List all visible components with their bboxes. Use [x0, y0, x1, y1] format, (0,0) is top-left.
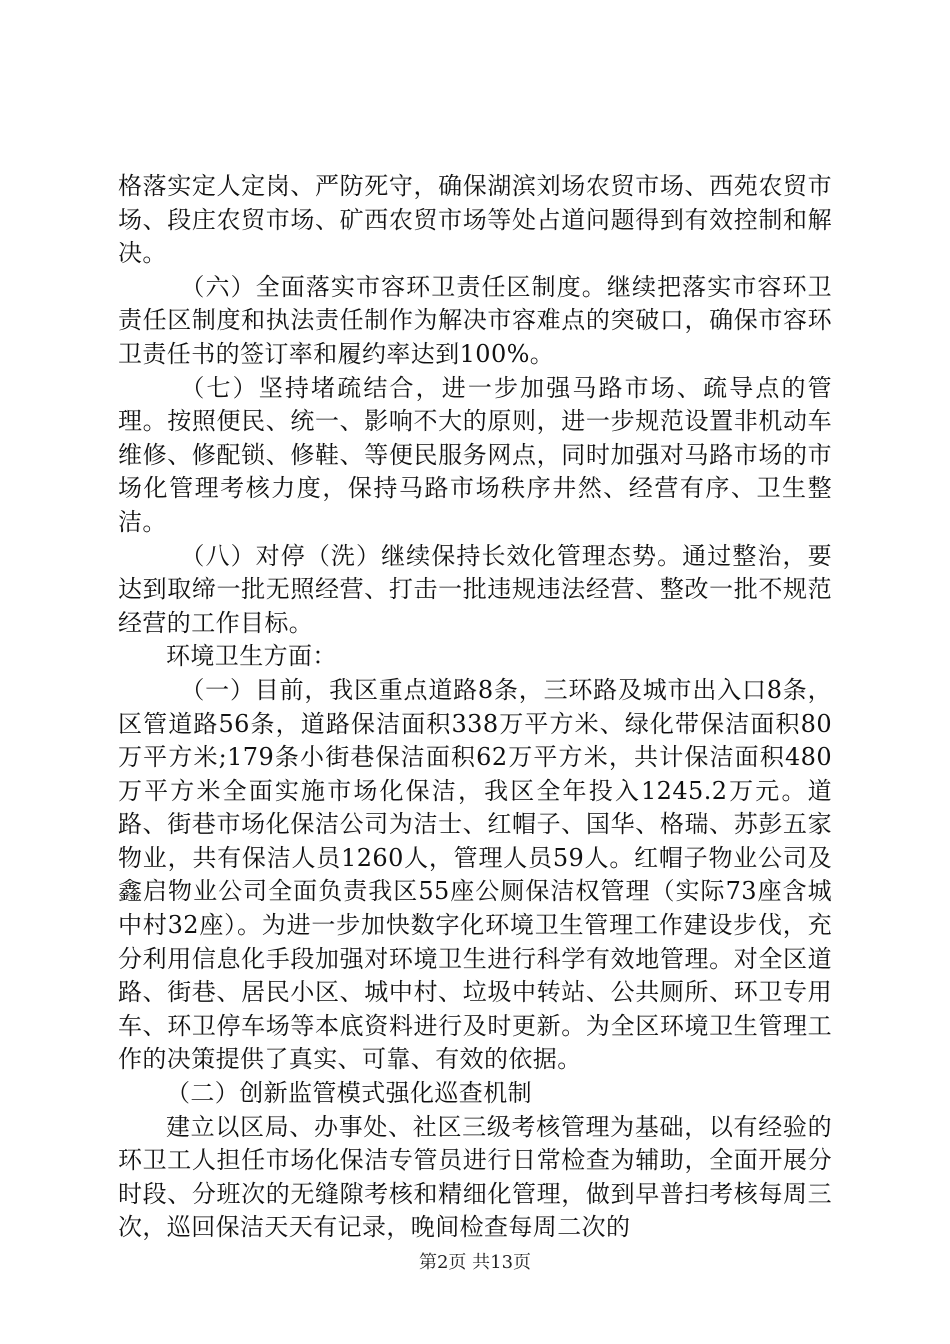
- paragraph-continuation: 格落实定人定岗、严防死守，确保湖滨刘场农贸市场、西苑农贸市场、段庄农贸市场、矿西农贸市场等处占道问题得到有效控制和解决。: [118, 172, 832, 268]
- paragraph-env-item-1: （一）目前，我区重点道路8条，三环路及城市出入口8条，区管道路56条，道路保洁面积338万平方米、绿化带保洁面积80万平方米;179条小街巷保洁面积62万平方米，共计保洁面积480万平方米全面实施市场化保洁，我区全年投入1245.2万元。道路、街巷市场化保洁公司为洁士、红帽子、国华、格瑞、苏彭五家物业，共有保洁人员1260人，管理人员59人。红帽子物业公司及鑫启物业公司全面负责我区55座公厕保洁权管理（实际73座含城中村32座）。为进一步加快数字化环境卫生管理工作建设步伐，充分利用信息化手段加强对环境卫生进行科学有效地管理。对全区道路、街巷、居民小区、城中村、垃圾中转站、公共厕所、环卫专用车、环卫停车场等本底资料进行及时更新。为全区环境卫生管理工作的决策提供了真实、可靠、有效的依据。: [118, 675, 832, 1074]
- page-footer: 第2页 共13页: [418, 1252, 532, 1273]
- paragraph-item-6: （六）全面落实市容环卫责任区制度。继续把落实市容环卫责任区制度和执法责任制作为解决市容难点的突破口，确保市容环卫责任书的签订率和履约率达到100%。: [118, 272, 832, 368]
- paragraph-item-7: （七）坚持堵疏结合，进一步加强马路市场、疏导点的管理。按照便民、统一、影响不大的原则，进一步规范设置非机动车维修、修配锁、修鞋、等便民服务网点，同时加强对马路市场的市场化管理考核力度，保持马路市场秩序井然、经营有序、卫生整洁。: [118, 373, 832, 536]
- paragraph-env-item-2-heading: （二）创新监管模式强化巡查机制: [166, 1079, 532, 1108]
- document-body: [118, 170, 832, 1245]
- section-heading-environment: 环境卫生方面：: [166, 642, 337, 671]
- paragraph-env-item-2-body: 建立以区局、办事处、社区三级考核管理为基础，以有经验的环卫工人担任市场化保洁专管员进行日常检查为辅助，全面开展分时段、分班次的无缝隙考核和精细化管理，做到早普扫考核每周三次，巡回保洁天天有记录，晚间检查每周二次的: [118, 1112, 832, 1242]
- paragraph-item-8: （八）对停（洗）继续保持长效化管理态势。通过整治，要达到取缔一批无照经营、打击一批违规违法经营、整改一批不规范经营的工作目标。: [118, 541, 832, 637]
